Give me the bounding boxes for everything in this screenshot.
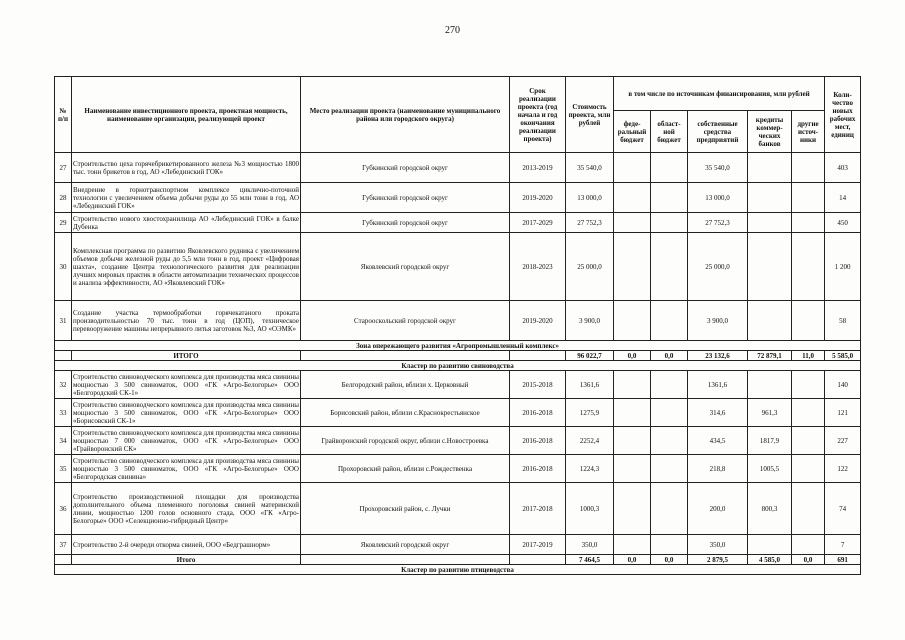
project-term: 2016-2018 — [510, 427, 566, 455]
row-number: 27 — [55, 153, 72, 183]
empty-cell — [510, 555, 566, 565]
own-value: 1361,6 — [688, 371, 748, 399]
project-place: Губкинский городской округ — [301, 213, 510, 233]
table-row — [55, 455, 861, 483]
empty-cell — [301, 351, 510, 361]
project-name: Внедрение в горнотранспортном комплексе циклично-поточной технологии с увеличением объема добычи руды до 55 млн тонн в год, АО «Лебединский ГОК» — [72, 183, 301, 213]
jobs-value: 1 200 — [825, 233, 861, 301]
project-place: Борисовский район, вблизи с.Краснокрестьянское — [301, 399, 510, 427]
table-row — [55, 483, 861, 535]
own-value: 13 000,0 — [688, 183, 748, 213]
project-name: Строительство цеха горячебрикетированного железа №3 мощностью 1800 тыс. тонн брикетов в год, АО «Лебединский ГОК» — [72, 153, 301, 183]
zone-title: Зона опережающего развития «Агропромышленный комплекс» — [55, 341, 861, 351]
project-cost: 3 900,0 — [566, 301, 614, 341]
empty-cell — [55, 555, 72, 565]
project-term: 2017-2029 — [510, 213, 566, 233]
own-value: 218,8 — [688, 455, 748, 483]
col-header-jobs: Коли-чество новых рабочих мест, единиц — [825, 77, 861, 153]
cluster-title: Кластер по развитию свиноводства — [55, 361, 861, 371]
table-row — [55, 301, 861, 341]
regional-value — [651, 153, 688, 183]
project-cost: 1275,9 — [566, 399, 614, 427]
jobs-value: 227 — [825, 427, 861, 455]
jobs-value: 74 — [825, 483, 861, 535]
cluster-title-row — [55, 565, 861, 575]
project-place: Яковлевский городской округ — [301, 535, 510, 555]
federal-value — [614, 427, 651, 455]
project-cost: 25 000,0 — [566, 233, 614, 301]
project-term: 2016-2018 — [510, 455, 566, 483]
row-number: 29 — [55, 213, 72, 233]
credits-value — [748, 183, 792, 213]
project-place: Прохоровский район, вблизи с.Рождественка — [301, 455, 510, 483]
total-other: 11,0 — [792, 351, 825, 361]
project-cost: 1361,6 — [566, 371, 614, 399]
regional-value — [651, 455, 688, 483]
other-value — [792, 371, 825, 399]
cluster-title: Кластер по развитию птицеводства — [55, 565, 861, 575]
credits-value — [748, 213, 792, 233]
regional-value — [651, 183, 688, 213]
regional-value — [651, 233, 688, 301]
table-row — [55, 371, 861, 399]
federal-value — [614, 371, 651, 399]
project-term: 2013-2019 — [510, 153, 566, 183]
row-number: 35 — [55, 455, 72, 483]
project-cost: 2252,4 — [566, 427, 614, 455]
credits-value: 961,3 — [748, 399, 792, 427]
project-term: 2018-2023 — [510, 233, 566, 301]
total-federal: 0,0 — [614, 351, 651, 361]
own-value: 27 752,3 — [688, 213, 748, 233]
col-header-regional: област-ной бюджет — [651, 111, 688, 153]
total-row — [55, 351, 861, 361]
other-value — [792, 153, 825, 183]
credits-value: 1817,9 — [748, 427, 792, 455]
project-term: 2019-2020 — [510, 301, 566, 341]
credits-value — [748, 301, 792, 341]
row-number: 31 — [55, 301, 72, 341]
regional-value — [651, 301, 688, 341]
cluster-title-row — [55, 361, 861, 371]
row-number: 28 — [55, 183, 72, 213]
project-name: Строительство нового хвостохранилища АО «Лебединский ГОК» в балке Дубенка — [73, 214, 299, 231]
row-number: 37 — [55, 535, 72, 555]
total-other: 0,0 — [792, 555, 825, 565]
jobs-value: 140 — [825, 371, 861, 399]
table-row — [55, 183, 861, 213]
jobs-value: 14 — [825, 183, 861, 213]
project-term: 2019-2020 — [510, 183, 566, 213]
col-header-place: Место реализации проекта (наименование муниципального района или городского округа) — [301, 77, 510, 153]
federal-value — [614, 183, 651, 213]
table-row — [55, 399, 861, 427]
project-name: Комплексная программа по развитию Яковлевского рудника с увеличением объемов добычи железной руды до 5,5 млн тонн в год, проект «Цифровая шахта», создание Центра технологического развития для реализации лучших мировых практик в области автоматизации технических процессов и анализа эффективности, АО «Яковлевский ГОК» — [72, 233, 301, 301]
other-value — [792, 483, 825, 535]
project-name: Строительство свиноводческого комплекса для производства мяса свинины мощностью 3 500 свиноматок, ООО «ГК «Агро-Белогорье» ООО «Борисовский СК-1» — [73, 400, 299, 425]
project-cost: 350,0 — [566, 535, 614, 555]
row-number: 33 — [55, 399, 72, 427]
regional-value — [651, 427, 688, 455]
project-name: Строительство свиноводческого комплекса для производства мяса свинины мощностью 7 000 свиноматок, ООО «ГК «Агро-Белогорье» ООО «Грайворонский СК» — [73, 428, 299, 453]
project-cost: 35 540,0 — [566, 153, 614, 183]
col-header-project-name: Наименование инвестиционного проекта, проектная мощность, наименование организации, реализующей проект — [72, 77, 301, 153]
other-value — [792, 213, 825, 233]
jobs-value: 58 — [825, 301, 861, 341]
table-row — [55, 213, 861, 233]
regional-value — [651, 399, 688, 427]
total-own: 23 132,6 — [688, 351, 748, 361]
total-jobs: 691 — [825, 555, 861, 565]
project-term: 2017-2018 — [510, 483, 566, 535]
regional-value — [651, 213, 688, 233]
project-term: 2015-2018 — [510, 371, 566, 399]
jobs-value: 403 — [825, 153, 861, 183]
table-row — [55, 427, 861, 455]
own-value: 314,6 — [688, 399, 748, 427]
project-place: Белгородский район, вблизи х. Церковный — [301, 371, 510, 399]
investment-projects-table — [54, 76, 861, 575]
page-number: 270 — [445, 25, 460, 36]
project-cost: 1224,3 — [566, 455, 614, 483]
other-value — [792, 183, 825, 213]
total-label: Итого — [72, 555, 301, 565]
table-row — [55, 535, 861, 555]
project-name: Строительство свиноводческого комплекса для производства мяса свинины мощностью 3 500 свиноматок, ООО «ГК «Агро-Белогорье» ООО «Белгородский СК-1» — [73, 372, 299, 397]
col-header-term: Срок реализации проекта (год начала и год окончания реализации проекта) — [510, 77, 566, 153]
col-header-other: другие источ-ники — [792, 111, 825, 153]
total-regional: 0,0 — [651, 555, 688, 565]
row-number: 30 — [55, 233, 72, 301]
own-value: 200,0 — [688, 483, 748, 535]
federal-value — [614, 455, 651, 483]
project-term: 2016-2018 — [510, 399, 566, 427]
credits-value — [748, 153, 792, 183]
total-jobs: 5 585,0 — [825, 351, 861, 361]
credits-value — [748, 535, 792, 555]
other-value — [792, 427, 825, 455]
regional-value — [651, 483, 688, 535]
federal-value — [614, 153, 651, 183]
table-row — [55, 233, 861, 301]
total-own: 2 879,5 — [688, 555, 748, 565]
project-cost: 27 752,3 — [566, 213, 614, 233]
col-header-own: собственные средства предприятий — [688, 111, 748, 153]
total-credits: 4 585,0 — [748, 555, 792, 565]
jobs-value: 7 — [825, 535, 861, 555]
jobs-value: 121 — [825, 399, 861, 427]
total-federal: 0,0 — [614, 555, 651, 565]
federal-value — [614, 213, 651, 233]
empty-cell — [55, 351, 72, 361]
federal-value — [614, 233, 651, 301]
total-row — [55, 555, 861, 565]
project-place: Грайворонский городской округ, вблизи с.Новостроевка — [301, 427, 510, 455]
col-header-cost: Стоимость проекта, млн рублей — [566, 77, 614, 153]
project-place: Губкинский городской округ — [301, 153, 510, 183]
other-value — [792, 535, 825, 555]
other-value — [792, 399, 825, 427]
credits-value: 1005,5 — [748, 455, 792, 483]
own-value: 3 900,0 — [688, 301, 748, 341]
project-cost: 13 000,0 — [566, 183, 614, 213]
total-cost: 7 464,5 — [566, 555, 614, 565]
jobs-value: 122 — [825, 455, 861, 483]
project-term: 2017-2019 — [510, 535, 566, 555]
empty-cell — [510, 351, 566, 361]
own-value: 434,5 — [688, 427, 748, 455]
total-regional: 0,0 — [651, 351, 688, 361]
table-row — [55, 153, 861, 183]
own-value: 25 000,0 — [688, 233, 748, 301]
project-place: Прохоровский район, с. Лучки — [301, 483, 510, 535]
project-name: Строительство производственной площадки для производства дополнительного объема племенного поголовья свиней материнской линии, мощностью 1200 голов основного стада, ООО «ГК «Агро-Белогорье» ООО «Селекционно-гибридный Центр» — [72, 483, 301, 535]
federal-value — [614, 301, 651, 341]
row-number: 36 — [55, 483, 72, 535]
col-header-credits: кредиты коммер-ческих банков — [748, 111, 792, 153]
credits-value — [748, 371, 792, 399]
empty-cell — [301, 555, 510, 565]
regional-value — [651, 371, 688, 399]
other-value — [792, 233, 825, 301]
federal-value — [614, 535, 651, 555]
col-header-federal: феде-ральный бюджет — [614, 111, 651, 153]
own-value: 350,0 — [688, 535, 748, 555]
col-header-sources-group: в том числе по источникам финансирования, млн рублей — [614, 77, 825, 111]
project-place: Губкинский городской округ — [301, 183, 510, 213]
zone-title-row — [55, 341, 861, 351]
project-name: Создание участка термообработки горячекатаного проката производительностью 70 тыс. тонн в год (ЦОП), техническое перевооружение машины непрерывного литья заготовок №3, АО «ОЭМК» — [72, 301, 301, 341]
row-number: 32 — [55, 371, 72, 399]
project-name: Строительство 2-й очереди откорма свиней, ООО «Бедграшнорм» — [72, 535, 301, 555]
row-number: 34 — [55, 427, 72, 455]
project-cost: 1000,3 — [566, 483, 614, 535]
federal-value — [614, 399, 651, 427]
project-place: Старооскольский городской округ — [301, 301, 510, 341]
regional-value — [651, 535, 688, 555]
federal-value — [614, 483, 651, 535]
project-place: Яковлевский городской округ — [301, 233, 510, 301]
project-name: Строительство свиноводческого комплекса для производства мяса свинины мощностью 3 500 свиноматок, ООО «ГК «Агро-Белогорье» ООО «Белгородская свинина» — [73, 456, 299, 481]
other-value — [792, 301, 825, 341]
total-credits: 72 879,1 — [748, 351, 792, 361]
credits-value: 800,3 — [748, 483, 792, 535]
col-header-number: № п/п — [55, 77, 72, 153]
credits-value — [748, 233, 792, 301]
total-cost: 96 022,7 — [566, 351, 614, 361]
total-label: ИТОГО — [72, 351, 301, 361]
jobs-value: 450 — [825, 213, 861, 233]
other-value — [792, 455, 825, 483]
own-value: 35 540,0 — [688, 153, 748, 183]
